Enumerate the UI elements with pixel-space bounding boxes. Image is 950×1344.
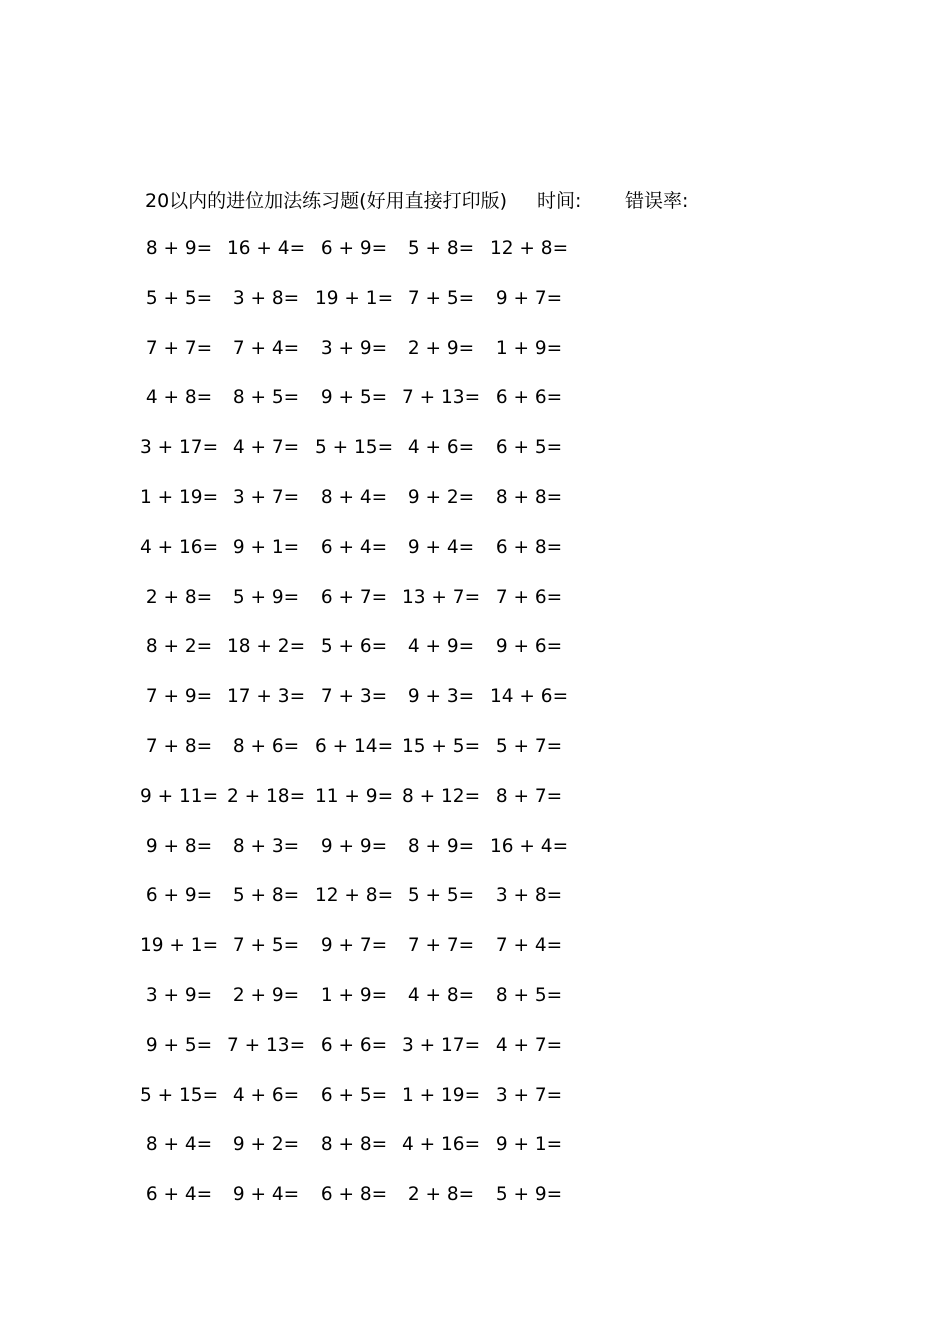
addition-problem: 1 + 9= <box>495 337 563 359</box>
addition-problem: 1 + 19= <box>402 1084 481 1106</box>
addition-problem: 9 + 5= <box>320 387 388 409</box>
addition-problem: 18 + 2= <box>227 636 306 658</box>
addition-problem: 7 + 4= <box>495 935 563 957</box>
addition-problem: 8 + 9= <box>145 238 213 259</box>
addition-problem: 1 + 19= <box>140 486 219 508</box>
addition-problem: 6 + 4= <box>320 536 388 558</box>
addition-problem: 5 + 9= <box>232 586 300 608</box>
addition-problem: 3 + 17= <box>402 1034 481 1056</box>
addition-problem: 5 + 6= <box>320 636 388 658</box>
addition-problem: 6 + 4= <box>145 1184 213 1206</box>
addition-problem: 2 + 9= <box>232 984 300 1006</box>
addition-problem: 3 + 8= <box>495 885 563 907</box>
addition-problem: 5 + 15= <box>315 437 394 459</box>
addition-problem: 12 + 8= <box>490 238 569 259</box>
addition-problem: 9 + 4= <box>232 1184 300 1206</box>
addition-problem: 7 + 7= <box>407 935 475 957</box>
addition-problem: 6 + 8= <box>320 1184 388 1206</box>
addition-problem: 7 + 13= <box>227 1034 306 1056</box>
addition-problem: 6 + 6= <box>495 387 563 409</box>
addition-problem: 9 + 7= <box>320 935 388 957</box>
addition-problem: 14 + 6= <box>490 686 569 708</box>
time-label: 时间: <box>537 190 582 212</box>
addition-problem: 9 + 1= <box>495 1134 563 1156</box>
addition-problem: 8 + 7= <box>495 785 563 807</box>
addition-problem: 7 + 8= <box>145 735 213 757</box>
addition-problem: 4 + 6= <box>232 1084 300 1106</box>
addition-problem: 6 + 5= <box>320 1084 388 1106</box>
addition-problem: 5 + 15= <box>140 1084 219 1106</box>
addition-problem: 8 + 8= <box>495 486 563 508</box>
error-rate-label: 错误率: <box>625 190 689 212</box>
addition-problem: 11 + 9= <box>315 785 394 807</box>
addition-problem: 5 + 9= <box>495 1184 563 1206</box>
addition-problem: 7 + 7= <box>145 337 213 359</box>
addition-problem: 7 + 4= <box>232 337 300 359</box>
addition-problem: 7 + 6= <box>495 586 563 608</box>
addition-problem: 9 + 11= <box>140 785 219 807</box>
addition-problem: 5 + 8= <box>232 885 300 907</box>
addition-problem: 2 + 8= <box>145 586 213 608</box>
addition-problem: 7 + 5= <box>407 287 475 309</box>
addition-problem: 4 + 8= <box>145 387 213 409</box>
addition-problem: 17 + 3= <box>227 686 306 708</box>
addition-problem: 8 + 3= <box>232 835 300 857</box>
addition-problem: 6 + 14= <box>315 735 394 757</box>
addition-problem: 8 + 12= <box>402 785 481 807</box>
addition-problem: 9 + 6= <box>495 636 563 658</box>
addition-problem: 2 + 9= <box>407 337 475 359</box>
addition-problem: 9 + 2= <box>407 486 475 508</box>
addition-problem: 5 + 5= <box>145 287 213 309</box>
addition-problem: 8 + 2= <box>145 636 213 658</box>
addition-problem: 8 + 5= <box>495 984 563 1006</box>
addition-problem: 4 + 8= <box>407 984 475 1006</box>
addition-problem: 12 + 8= <box>315 885 394 907</box>
addition-problem: 4 + 6= <box>407 437 475 459</box>
addition-problem: 4 + 16= <box>402 1134 481 1156</box>
addition-problem: 5 + 5= <box>407 885 475 907</box>
addition-problem: 6 + 5= <box>495 437 563 459</box>
addition-problem: 3 + 9= <box>145 984 213 1006</box>
addition-problem: 9 + 1= <box>232 536 300 558</box>
addition-problem: 4 + 16= <box>140 536 219 558</box>
addition-problem: 9 + 9= <box>320 835 388 857</box>
addition-problem: 7 + 3= <box>320 686 388 708</box>
addition-problem: 3 + 9= <box>320 337 388 359</box>
addition-problem: 3 + 8= <box>232 287 300 309</box>
addition-problem: 5 + 8= <box>407 238 475 259</box>
addition-problem: 6 + 6= <box>320 1034 388 1056</box>
addition-problem: 15 + 5= <box>402 735 481 757</box>
addition-problem: 8 + 5= <box>232 387 300 409</box>
addition-problem: 5 + 7= <box>495 735 563 757</box>
addition-problem: 6 + 9= <box>145 885 213 907</box>
addition-problem: 8 + 9= <box>407 835 475 857</box>
addition-problem: 3 + 17= <box>140 437 219 459</box>
addition-problem: 3 + 7= <box>232 486 300 508</box>
addition-problem: 6 + 8= <box>495 536 563 558</box>
addition-problem: 19 + 1= <box>140 935 219 957</box>
addition-problem: 4 + 9= <box>407 636 475 658</box>
addition-problem: 2 + 18= <box>227 785 306 807</box>
addition-problem: 16 + 4= <box>490 835 569 857</box>
addition-problem: 3 + 7= <box>495 1084 563 1106</box>
addition-problem: 8 + 4= <box>145 1134 213 1156</box>
addition-problem: 9 + 3= <box>407 686 475 708</box>
addition-problem: 9 + 8= <box>145 835 213 857</box>
worksheet-title: 20以内的进位加法练习题(好用直接打印版) <box>145 190 508 212</box>
addition-problem: 4 + 7= <box>232 437 300 459</box>
addition-problem: 8 + 6= <box>232 735 300 757</box>
addition-problem: 2 + 8= <box>407 1184 475 1206</box>
addition-problem: 8 + 4= <box>320 486 388 508</box>
addition-problem: 7 + 9= <box>145 686 213 708</box>
addition-problem: 9 + 5= <box>145 1034 213 1056</box>
addition-problem: 13 + 7= <box>402 586 481 608</box>
addition-problem: 8 + 8= <box>320 1134 388 1156</box>
addition-problem: 9 + 7= <box>495 287 563 309</box>
addition-problem: 7 + 13= <box>402 387 481 409</box>
addition-problem: 4 + 7= <box>495 1034 563 1056</box>
addition-problem: 9 + 4= <box>407 536 475 558</box>
addition-problem: 19 + 1= <box>315 287 394 309</box>
addition-problem: 9 + 2= <box>232 1134 300 1156</box>
addition-problem: 7 + 5= <box>232 935 300 957</box>
addition-problem: 16 + 4= <box>227 238 306 259</box>
addition-problem: 6 + 7= <box>320 586 388 608</box>
addition-problem: 1 + 9= <box>320 984 388 1006</box>
addition-problem: 6 + 9= <box>320 238 388 259</box>
